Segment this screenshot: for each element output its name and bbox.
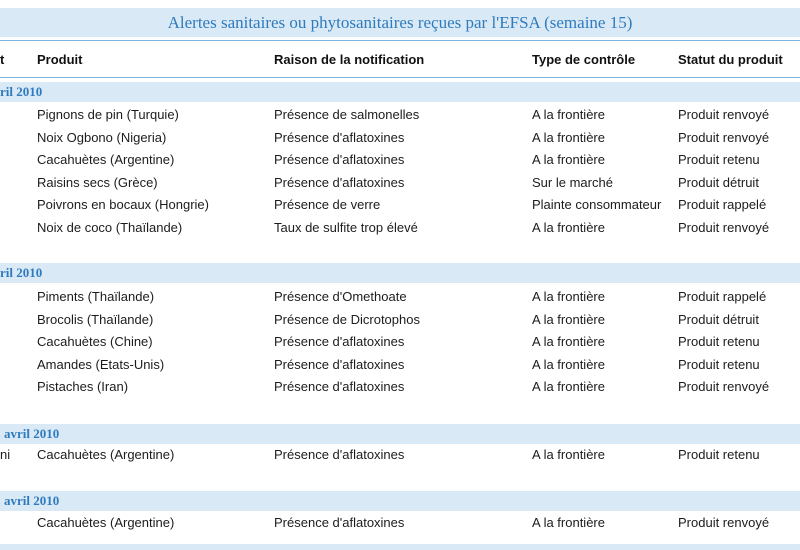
divider <box>0 40 800 41</box>
group-date-label: ril 2010 <box>0 84 43 99</box>
cell-control: A la frontière <box>532 515 605 530</box>
cell-status: Produit retenu <box>678 356 760 372</box>
cell-status: Produit rappelé <box>678 197 767 213</box>
cell-reason: Présence d'aflatoxines <box>274 356 405 372</box>
cell-status: Produit retenu <box>678 152 760 168</box>
cell-control: A la frontière <box>532 311 605 327</box>
cell-status: Produit retenu <box>678 447 760 462</box>
cell-reason: Présence d'aflatoxines <box>274 152 405 168</box>
cell-product: Pistaches (Iran) <box>37 379 129 395</box>
cell-product: Poivrons en bocaux (Hongrie) <box>37 197 209 213</box>
cell-product: Amandes (Etats-Unis) <box>37 356 165 372</box>
cell-reason: Présence d'Omethoate <box>274 289 407 304</box>
table-row <box>0 104 800 127</box>
cell-status: Produit renvoyé <box>678 379 770 395</box>
cell-status: Produit détruit <box>678 311 759 327</box>
cell-control: A la frontière <box>532 379 605 395</box>
cell-product: Cacahuètes (Chine) <box>37 334 153 350</box>
cell-product: Noix de coco (Thaïlande) <box>37 220 183 235</box>
table-row <box>0 149 800 172</box>
cell-reason: Taux de sulfite trop élevé <box>274 220 418 235</box>
table-row <box>0 127 800 150</box>
cell-product: Brocolis (Thaïlande) <box>37 311 154 327</box>
cell-status: Produit renvoyé <box>678 129 770 145</box>
table-row <box>0 309 800 332</box>
table-title: Alertes sanitaires ou phytosanitaires reçues par l'EFSA (semaine 15) <box>0 8 800 37</box>
cell-status: Produit renvoyé <box>678 220 770 235</box>
cell-status: Produit rappelé <box>678 289 767 304</box>
cell-reason: Présence d'aflatoxines <box>274 174 405 190</box>
table-row <box>0 376 800 399</box>
cell-product: Piments (Thaïlande) <box>37 289 155 304</box>
cell-control: A la frontière <box>532 152 605 168</box>
cell-reason: Présence de verre <box>274 197 381 213</box>
cell-product: Pignons de pin (Turquie) <box>37 107 179 122</box>
cell-control: A la frontière <box>532 334 605 350</box>
column-header-control: Type de contrôle <box>532 52 636 67</box>
cell-control: A la frontière <box>532 289 605 304</box>
cell-reason: Présence d'aflatoxines <box>274 334 405 350</box>
cell-product: Cacahuètes (Argentine) <box>37 515 175 530</box>
cell-control: A la frontière <box>532 220 605 235</box>
group-date-label: ril 2010 <box>0 265 43 280</box>
group-header <box>0 491 800 511</box>
cell-control: A la frontière <box>532 356 605 372</box>
table-row <box>0 172 800 195</box>
group-date-label: avril 2010 <box>4 493 60 508</box>
divider <box>0 77 800 78</box>
cell-product: Raisins secs (Grèce) <box>37 174 158 190</box>
cell-control: Plainte consommateur <box>532 197 662 213</box>
table-row <box>0 444 800 467</box>
cell-reason: Présence d'aflatoxines <box>274 129 405 145</box>
cell-reason: Présence d'aflatoxines <box>274 515 405 530</box>
cell-control: A la frontière <box>532 129 605 145</box>
cell-control: Sur le marché <box>532 174 613 190</box>
table-row <box>0 512 800 535</box>
group-header <box>0 263 800 283</box>
cell-status: Produit détruit <box>678 174 759 190</box>
cell-reason: Présence d'aflatoxines <box>274 379 405 395</box>
column-header-reason: Raison de la notification <box>274 52 425 67</box>
cell-status: Produit renvoyé <box>678 107 770 122</box>
cell-status: Produit renvoyé <box>678 515 770 530</box>
cell-product: Cacahuètes (Argentine) <box>37 152 175 168</box>
group-header <box>0 424 800 444</box>
cell-reason: Présence de salmonelles <box>274 107 420 122</box>
cell-status: Produit retenu <box>678 334 760 350</box>
cell-product: Noix Ogbono (Nigeria) <box>37 129 167 145</box>
table-row <box>0 194 800 217</box>
table-header <box>0 44 800 74</box>
cell-reason: Présence de Dicrotophos <box>274 311 420 327</box>
group-header <box>0 82 800 102</box>
table-footer-band <box>0 544 800 550</box>
cell-lead: ni <box>0 447 11 462</box>
column-header-product: Produit <box>37 52 83 67</box>
cell-control: A la frontière <box>532 447 605 462</box>
cell-control: A la frontière <box>532 107 605 122</box>
column-header-status: Statut du produit <box>678 52 783 67</box>
table-row <box>0 286 800 309</box>
table-row <box>0 217 800 240</box>
table-row <box>0 354 800 377</box>
cell-reason: Présence d'aflatoxines <box>274 447 405 462</box>
group-date-label: avril 2010 <box>4 426 60 441</box>
table-row <box>0 331 800 354</box>
column-header-date: t <box>0 52 5 67</box>
cell-product: Cacahuètes (Argentine) <box>37 447 175 462</box>
